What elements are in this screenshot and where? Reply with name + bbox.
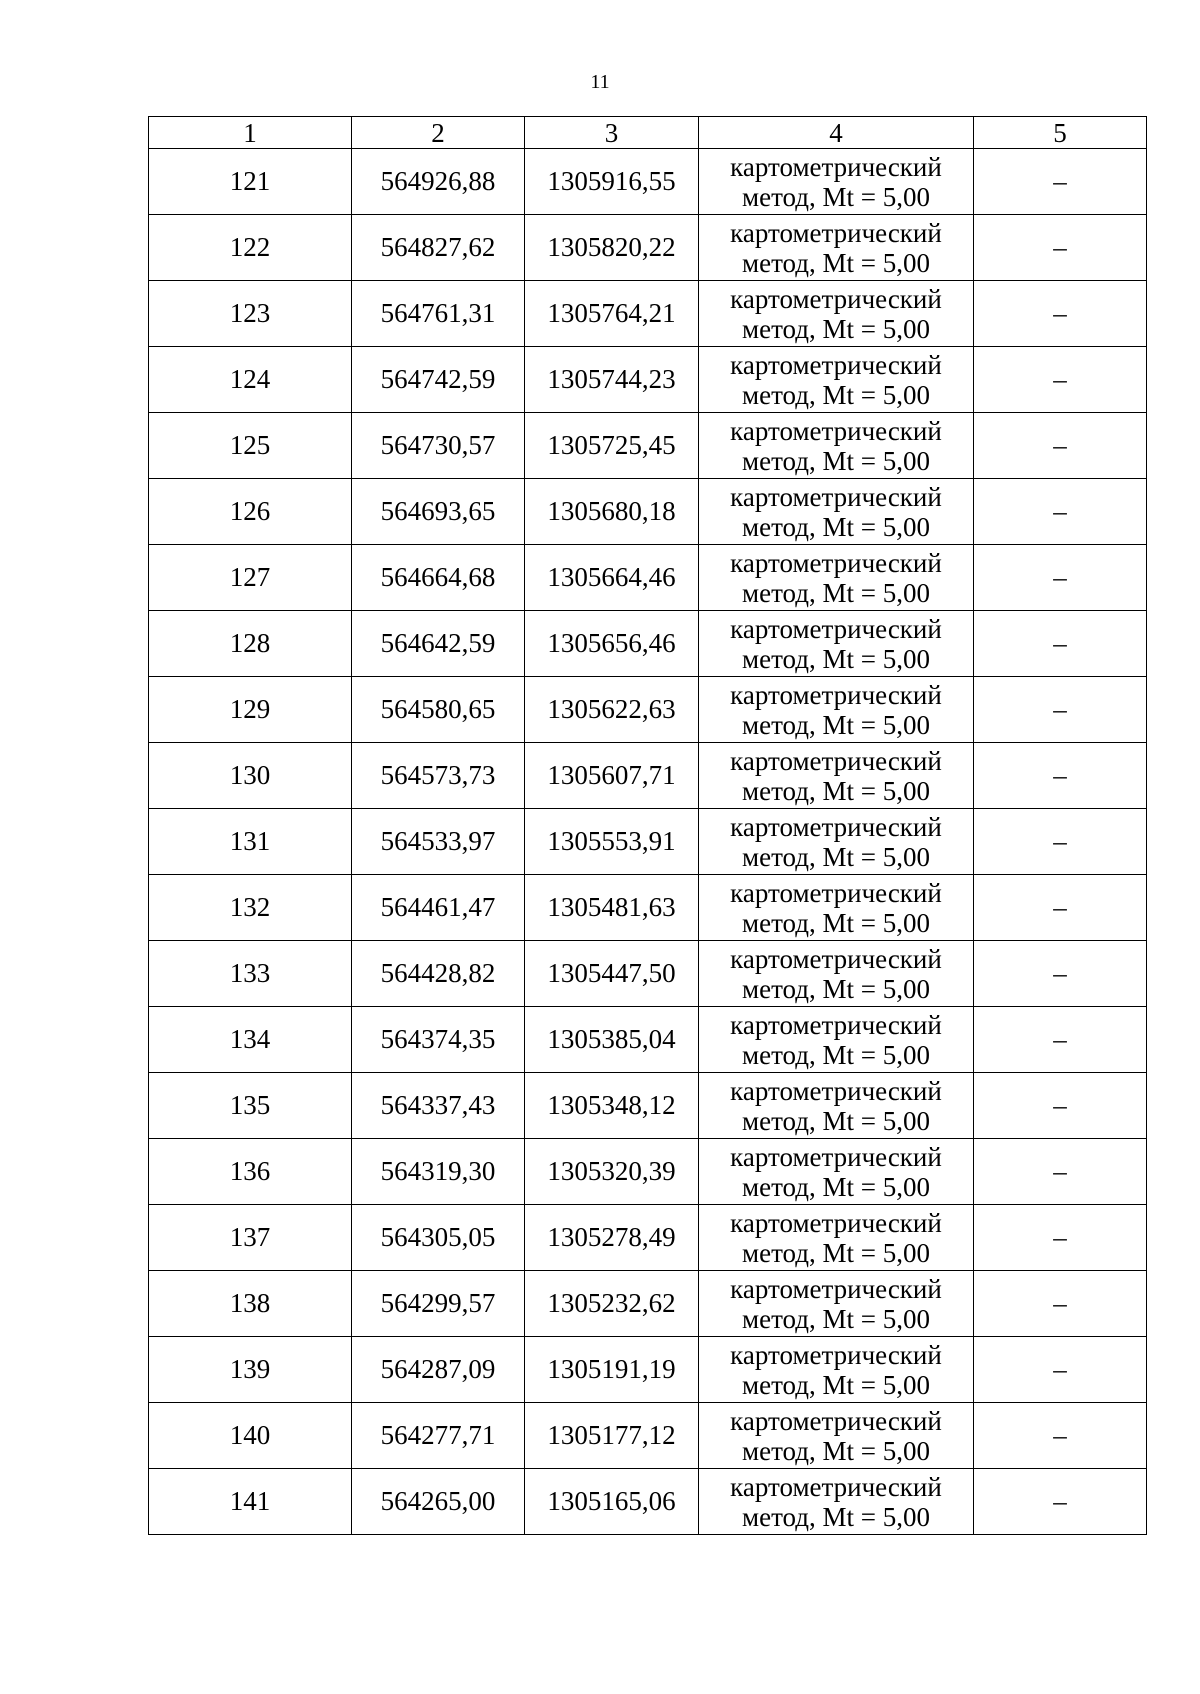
y-coordinate-cell: 1305447,50 — [525, 941, 699, 1007]
note-cell: – — [974, 941, 1147, 1007]
method-line-2: метод, Mt = 5,00 — [742, 1039, 930, 1070]
note-cell: – — [974, 1139, 1147, 1205]
method-cell — [699, 149, 974, 215]
point-number-cell: 122 — [149, 215, 352, 281]
note-cell: – — [974, 809, 1147, 875]
method-line-1: картометрический — [730, 151, 942, 182]
table-row — [149, 1271, 1147, 1337]
x-coordinate-cell: 564573,73 — [352, 743, 525, 809]
y-coordinate-cell: 1305744,23 — [525, 347, 699, 413]
y-coordinate-cell: 1305607,71 — [525, 743, 699, 809]
point-number-cell: 139 — [149, 1337, 352, 1403]
method-line-1: картометрический — [730, 1009, 942, 1040]
method-line-1: картометрический — [730, 745, 942, 776]
method-line-2: метод, Mt = 5,00 — [742, 775, 930, 806]
method-line-2: метод, Mt = 5,00 — [742, 1105, 930, 1136]
method-cell — [699, 1205, 974, 1271]
table-body — [149, 149, 1147, 1535]
y-coordinate-cell: 1305680,18 — [525, 479, 699, 545]
note-cell: – — [974, 1271, 1147, 1337]
method-cell — [699, 611, 974, 677]
table-row — [149, 1007, 1147, 1073]
point-number-cell: 141 — [149, 1469, 352, 1535]
method-cell — [699, 413, 974, 479]
method-cell — [699, 1271, 974, 1337]
header-col-1: 1 — [149, 117, 352, 149]
table-row — [149, 413, 1147, 479]
note-cell: – — [974, 743, 1147, 809]
point-number-cell: 125 — [149, 413, 352, 479]
method-cell — [699, 1007, 974, 1073]
y-coordinate-cell: 1305656,46 — [525, 611, 699, 677]
x-coordinate-cell: 564827,62 — [352, 215, 525, 281]
method-line-1: картометрический — [730, 1471, 942, 1502]
method-cell — [699, 1469, 974, 1535]
note-cell: – — [974, 149, 1147, 215]
note-cell: – — [974, 413, 1147, 479]
note-cell: – — [974, 479, 1147, 545]
method-line-1: картометрический — [730, 613, 942, 644]
y-coordinate-cell: 1305348,12 — [525, 1073, 699, 1139]
method-line-1: картометрический — [730, 547, 942, 578]
point-number-cell: 121 — [149, 149, 352, 215]
table-row — [149, 215, 1147, 281]
point-number-cell: 135 — [149, 1073, 352, 1139]
method-line-1: картометрический — [730, 1339, 942, 1370]
y-coordinate-cell: 1305725,45 — [525, 413, 699, 479]
table-row — [149, 1205, 1147, 1271]
method-line-1: картометрический — [730, 1075, 942, 1106]
method-cell — [699, 215, 974, 281]
y-coordinate-cell: 1305320,39 — [525, 1139, 699, 1205]
method-line-1: картометрический — [730, 217, 942, 248]
y-coordinate-cell: 1305385,04 — [525, 1007, 699, 1073]
coordinates-table — [148, 116, 1147, 1535]
method-cell — [699, 281, 974, 347]
method-line-2: метод, Mt = 5,00 — [742, 1369, 930, 1400]
point-number-cell: 137 — [149, 1205, 352, 1271]
x-coordinate-cell: 564693,65 — [352, 479, 525, 545]
method-line-1: картометрический — [730, 679, 942, 710]
x-coordinate-cell: 564337,43 — [352, 1073, 525, 1139]
method-line-1: картометрический — [730, 283, 942, 314]
method-line-1: картометрический — [730, 811, 942, 842]
method-cell — [699, 1403, 974, 1469]
table-row — [149, 875, 1147, 941]
table-row — [149, 677, 1147, 743]
x-coordinate-cell: 564287,09 — [352, 1337, 525, 1403]
point-number-cell: 129 — [149, 677, 352, 743]
note-cell: – — [974, 215, 1147, 281]
x-coordinate-cell: 564277,71 — [352, 1403, 525, 1469]
point-number-cell: 126 — [149, 479, 352, 545]
table-row — [149, 743, 1147, 809]
y-coordinate-cell: 1305553,91 — [525, 809, 699, 875]
note-cell: – — [974, 1403, 1147, 1469]
note-cell: – — [974, 611, 1147, 677]
x-coordinate-cell: 564319,30 — [352, 1139, 525, 1205]
point-number-cell: 128 — [149, 611, 352, 677]
y-coordinate-cell: 1305622,63 — [525, 677, 699, 743]
note-cell: – — [974, 677, 1147, 743]
method-line-2: метод, Mt = 5,00 — [742, 1237, 930, 1268]
point-number-cell: 127 — [149, 545, 352, 611]
y-coordinate-cell: 1305278,49 — [525, 1205, 699, 1271]
x-coordinate-cell: 564642,59 — [352, 611, 525, 677]
table-row — [149, 1139, 1147, 1205]
method-line-1: картометрический — [730, 1405, 942, 1436]
note-cell: – — [974, 281, 1147, 347]
table-row — [149, 611, 1147, 677]
table-row — [149, 1073, 1147, 1139]
method-line-1: картометрический — [730, 349, 942, 380]
header-col-2: 2 — [352, 117, 525, 149]
point-number-cell: 124 — [149, 347, 352, 413]
y-coordinate-cell: 1305916,55 — [525, 149, 699, 215]
note-cell: – — [974, 875, 1147, 941]
note-cell: – — [974, 1337, 1147, 1403]
x-coordinate-cell: 564299,57 — [352, 1271, 525, 1337]
method-cell — [699, 479, 974, 545]
y-coordinate-cell: 1305232,62 — [525, 1271, 699, 1337]
method-line-2: метод, Mt = 5,00 — [742, 907, 930, 938]
y-coordinate-cell: 1305764,21 — [525, 281, 699, 347]
point-number-cell: 133 — [149, 941, 352, 1007]
method-line-1: картометрический — [730, 481, 942, 512]
x-coordinate-cell: 564580,65 — [352, 677, 525, 743]
point-number-cell: 131 — [149, 809, 352, 875]
method-line-1: картометрический — [730, 943, 942, 974]
method-cell — [699, 941, 974, 1007]
table-row — [149, 941, 1147, 1007]
y-coordinate-cell: 1305177,12 — [525, 1403, 699, 1469]
note-cell: – — [974, 1073, 1147, 1139]
method-line-2: метод, Mt = 5,00 — [742, 643, 930, 674]
point-number-cell: 140 — [149, 1403, 352, 1469]
page-number: 11 — [590, 71, 610, 93]
method-line-1: картометрический — [730, 1141, 942, 1172]
method-line-2: метод, Mt = 5,00 — [742, 709, 930, 740]
method-line-1: картометрический — [730, 1207, 942, 1238]
x-coordinate-cell: 564761,31 — [352, 281, 525, 347]
method-cell — [699, 545, 974, 611]
header-col-4: 4 — [699, 117, 974, 149]
method-cell — [699, 677, 974, 743]
point-number-cell: 130 — [149, 743, 352, 809]
x-coordinate-cell: 564742,59 — [352, 347, 525, 413]
method-cell — [699, 875, 974, 941]
method-line-1: картометрический — [730, 415, 942, 446]
method-cell — [699, 1337, 974, 1403]
x-coordinate-cell: 564461,47 — [352, 875, 525, 941]
method-line-2: метод, Mt = 5,00 — [742, 181, 930, 212]
method-cell — [699, 743, 974, 809]
x-coordinate-cell: 564374,35 — [352, 1007, 525, 1073]
x-coordinate-cell: 564428,82 — [352, 941, 525, 1007]
y-coordinate-cell: 1305165,06 — [525, 1469, 699, 1535]
table-row — [149, 149, 1147, 215]
point-number-cell: 138 — [149, 1271, 352, 1337]
y-coordinate-cell: 1305820,22 — [525, 215, 699, 281]
method-line-2: метод, Mt = 5,00 — [742, 973, 930, 1004]
method-line-2: метод, Mt = 5,00 — [742, 577, 930, 608]
method-line-2: метод, Mt = 5,00 — [742, 841, 930, 872]
method-line-2: метод, Mt = 5,00 — [742, 1303, 930, 1334]
header-col-3: 3 — [525, 117, 699, 149]
note-cell: – — [974, 1007, 1147, 1073]
method-line-1: картометрический — [730, 1273, 942, 1304]
x-coordinate-cell: 564926,88 — [352, 149, 525, 215]
x-coordinate-cell: 564265,00 — [352, 1469, 525, 1535]
method-cell — [699, 1139, 974, 1205]
point-number-cell: 132 — [149, 875, 352, 941]
method-cell — [699, 1073, 974, 1139]
table-row — [149, 545, 1147, 611]
table-row — [149, 347, 1147, 413]
method-line-2: метод, Mt = 5,00 — [742, 1171, 930, 1202]
note-cell: – — [974, 1469, 1147, 1535]
table-row — [149, 809, 1147, 875]
point-number-cell: 123 — [149, 281, 352, 347]
point-number-cell: 136 — [149, 1139, 352, 1205]
y-coordinate-cell: 1305191,19 — [525, 1337, 699, 1403]
method-line-1: картометрический — [730, 877, 942, 908]
header-col-5: 5 — [974, 117, 1147, 149]
method-line-2: метод, Mt = 5,00 — [742, 445, 930, 476]
note-cell: – — [974, 545, 1147, 611]
method-line-2: метод, Mt = 5,00 — [742, 1501, 930, 1532]
table-row — [149, 1337, 1147, 1403]
method-cell — [699, 347, 974, 413]
table-row — [149, 1469, 1147, 1535]
table-row — [149, 281, 1147, 347]
method-line-2: метод, Mt = 5,00 — [742, 313, 930, 344]
method-line-2: метод, Mt = 5,00 — [742, 1435, 930, 1466]
x-coordinate-cell: 564533,97 — [352, 809, 525, 875]
table-header-row — [149, 117, 1147, 149]
x-coordinate-cell: 564305,05 — [352, 1205, 525, 1271]
method-line-2: метод, Mt = 5,00 — [742, 379, 930, 410]
table-row — [149, 1403, 1147, 1469]
method-cell — [699, 809, 974, 875]
table-row — [149, 479, 1147, 545]
note-cell: – — [974, 347, 1147, 413]
y-coordinate-cell: 1305664,46 — [525, 545, 699, 611]
point-number-cell: 134 — [149, 1007, 352, 1073]
method-line-2: метод, Mt = 5,00 — [742, 511, 930, 542]
y-coordinate-cell: 1305481,63 — [525, 875, 699, 941]
x-coordinate-cell: 564664,68 — [352, 545, 525, 611]
note-cell: – — [974, 1205, 1147, 1271]
x-coordinate-cell: 564730,57 — [352, 413, 525, 479]
method-line-2: метод, Mt = 5,00 — [742, 247, 930, 278]
